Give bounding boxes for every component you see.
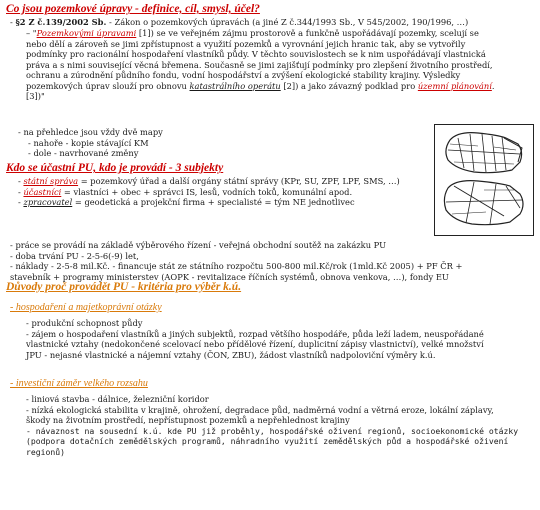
reason-item: škody na životním prostředí, nepřístupnost pozemků a nepřehlednost krajiny: [26, 415, 350, 425]
reason-item: (podpora dotačních zemědělských programů, náhradního využití zemědělských půd a hospodářské oživení: [26, 436, 509, 447]
reason-item: vlastnické vztahy (nedokončené scelovací nebo přídělové řízení, duplicitní zápisy vlastnictví), velké množství: [26, 339, 484, 349]
maps-note: - na přehledce jsou vždy dvě mapy - nahoře - kopie stávající KM - dole - navrhované změny: [18, 127, 438, 159]
reason-item: - návaznost na sousední k.ú. kde PU již proběhly, hospodářské oživení regionů, socioekonomické otázky: [26, 426, 519, 436]
note-line: stavebník + programy ministerstev (AOPK - revitalizace říčních systémů, obnova venkova, …), fondy EU: [10, 271, 449, 282]
link-katastralni-operat[interactable]: katastrálního operátu: [189, 80, 281, 91]
reason-item: - produkční schopnost půdy: [26, 318, 143, 328]
section-participants: [6, 161, 223, 175]
subheading-management: - hospodaření a majetkoprávní otázky: [10, 302, 162, 313]
parcel-map-illustration: [434, 124, 534, 236]
investment-list: [26, 394, 534, 426]
definition-text: – "Pozemkovými úpravami [1]) se ve veřejném zájmu prostorově a funkčně uspořádávají pozemky, scelují se nebo dělí a zároveň se jimi zpřístupnost a využití pozemků a vyrovnání jejich hranic tak, aby se vytvořily podmínky pro racionální hospodaření vlastníků půdy. V těchto souvislostech se k nim uspořádávají vlastnická práva a s nimi související věcná břemena. Současně se jimi zajišťují podmínky pro zlepšení životního prostředí, ochranu a zúrodnění půdního fondu, vodní hospodářství a zvýšení ekologické stability krajiny. Výsledky pozemkových úprav slouží pro obnovu katastrálního operátu [2]) a jako závazný podklad pro územní plánování. [3])": [26, 28, 534, 102]
management-list: [26, 318, 534, 360]
law-reference: - §2 Z č.139/2002 Sb. - Zákon o pozemkových úpravách (a jiné Z č.344/1993 Sb., V 545/2002, 190/1996, …): [10, 17, 469, 27]
map-item: - dole - navrhované změny: [28, 148, 139, 158]
heading-reasons: Důvody proč provádět PU - kritéria pro výběr k.ú.: [6, 281, 242, 293]
investment-list-continued: [26, 426, 534, 457]
footnote: [3])": [26, 91, 45, 101]
participant-item: - zpracovatel = geodetická a projekční firma + specialisté = tým NE jednotlivec: [18, 197, 355, 207]
definition-line: podmínky pro racionální hospodaření vlastníků půdy. V těchto souvislostech se k nim uspořádávají vlastnická: [26, 49, 486, 59]
section-definition: [6, 2, 260, 16]
reason-item: JPU - nejasné vlastnické a nájemní vztahy (ČON, ZBU), žádost vlastníků nadpoloviční výměry k.ú.: [26, 349, 436, 360]
term-pozemkove-upravy[interactable]: Pozemkovými úpravami: [36, 28, 137, 38]
reason-item: regionů): [26, 446, 65, 457]
heading-definition: Co jsou pozemkové úpravy - definice, cíl, smysl, účel?: [6, 3, 260, 15]
law-ref: §2 Z č.139/2002 Sb.: [15, 17, 107, 27]
participant-item: - státní správa = pozemkový úřad a další orgány státní správy (KPr, SU, ZPF, LPF, SMS, …): [18, 176, 400, 186]
map-item: - nahoře - kopie stávající KM: [28, 137, 149, 148]
project-notes: [10, 240, 534, 282]
participant-item: - účastníci = vlastníci + obec + správci IS, lesů, vodních toků, komunální apod.: [18, 186, 353, 197]
law-text: - Zákon o pozemkových úpravách (a jiné Z č.344/1993 Sb., V 545/2002, 190/1996, …): [106, 17, 469, 27]
note-line: - náklady - 2-5-8 mil.Kč. - financuje stát ze státního rozpočtu 500-800 mil.Kč/rok (1mld.Kč 2005) + PF ČR +: [10, 261, 463, 271]
subheading-investment: - investiční záměr velkého rozsahu: [10, 378, 148, 389]
definition-line: nebo dělí a zároveň se jimi zpřístupnost a využití pozemků a vyrovnání jejich hranic tak, aby se vytvořily: [26, 38, 466, 49]
reason-item: - nízká ekologická stabilita v krajině, ohrožení, degradace půd, nadměrná vodní a větrná eroze, lokální záplavy,: [26, 404, 494, 415]
participants-list: [18, 176, 438, 208]
heading-participants: Kdo se účastní PU, kdo je provádí - 3 subjekty: [6, 162, 224, 174]
definition-line: práva a s nimi související věcná břemena. Současně se jimi zajišťují podmínky pro zlepšení životního prostředí,: [26, 59, 493, 70]
reason-item: - liniová stavba - dálnice, železniční koridor: [26, 394, 209, 404]
note-line: - doba trvání PU - 2-5-6(-9) let,: [10, 250, 139, 261]
parcel-map-svg: [434, 124, 534, 236]
reason-item: - zájem o hospodaření vlastníků a jiných subjektů, rozpad většího hospodáře, půda leží ladem, neuspořádané: [26, 328, 484, 339]
note-line: - práce se provádí na základě výběrového řízení - veřejná obchodní soutěž na zakázku PU: [10, 240, 387, 250]
link-uzemni-planovani[interactable]: územní plánování: [417, 80, 492, 91]
definition-line: ochranu a zúrodnění půdního fondu, vodní hospodářství a zvýšení ekologické stability krajiny. Výsledky: [26, 70, 461, 80]
section-reasons: [6, 280, 241, 294]
